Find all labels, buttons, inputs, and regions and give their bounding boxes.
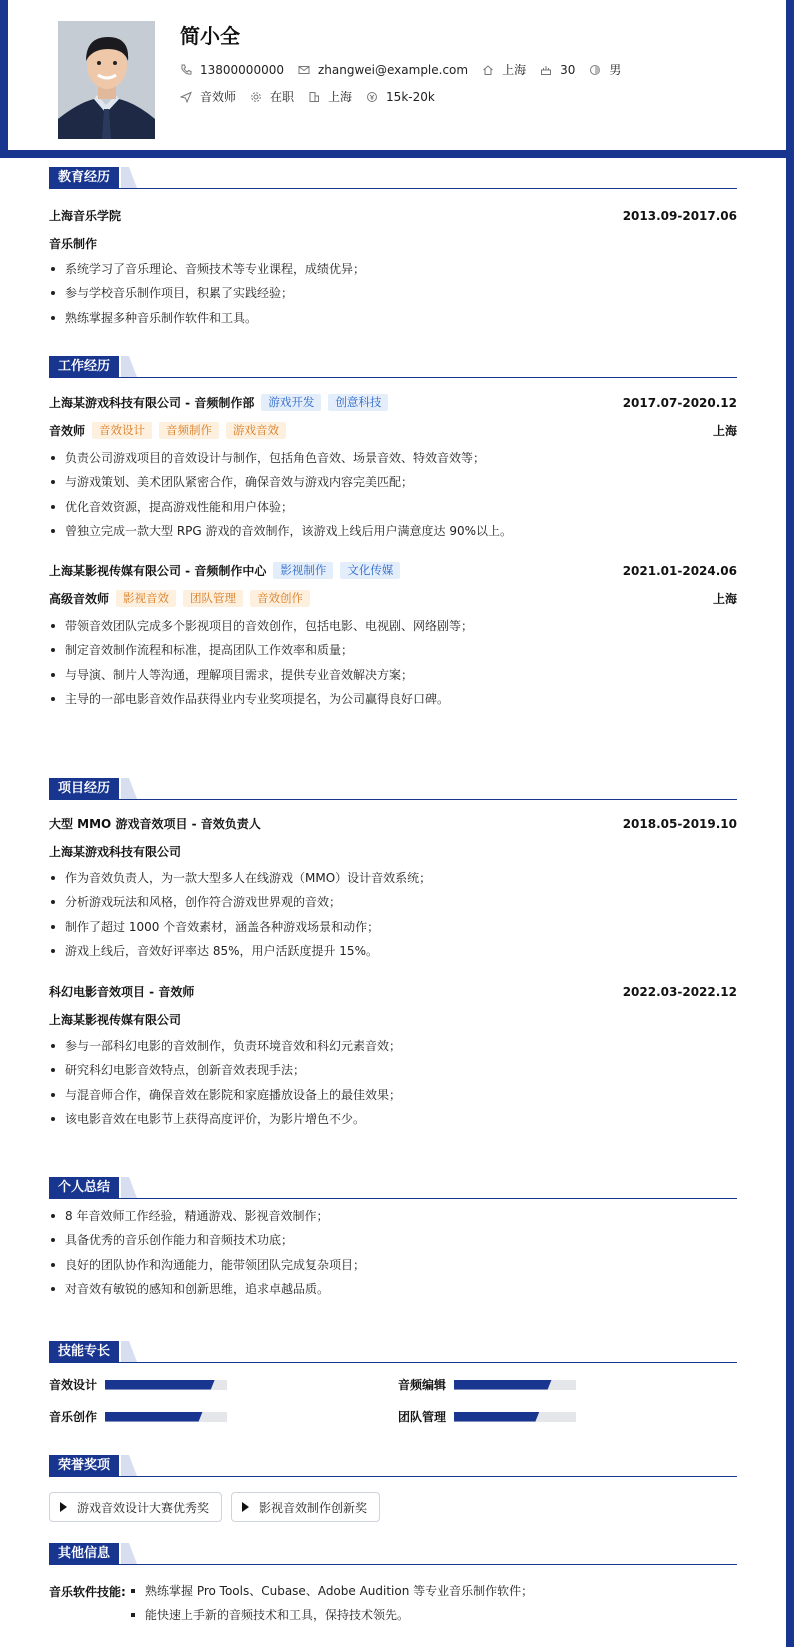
- role-tag: 游戏音效: [226, 422, 286, 439]
- list-item: 系统学习了音乐理论、音频技术等专业课程，成绩优异；: [49, 259, 737, 283]
- other-bullets: [129, 1581, 533, 1629]
- skill-bar-fill: [105, 1412, 203, 1422]
- list-item: 该电影音效在电影节上获得高度评价，为影片增色不少。: [49, 1109, 737, 1133]
- list-item: 带领音效团队完成多个影视项目的音效创作，包括电影、电视剧、网络剧等；: [49, 616, 737, 640]
- education-major-row: [49, 235, 737, 252]
- salary-item: [366, 90, 435, 104]
- section-title: 荣誉奖项: [49, 1455, 119, 1476]
- skill-name: 音效设计: [49, 1378, 98, 1392]
- list-item: 8 年音效师工作经验，精通游戏、影视音效制作；: [49, 1206, 737, 1230]
- projects-section: [49, 778, 737, 1127]
- job-date: 2017.07-2020.12: [622, 395, 737, 410]
- project-org: 上海某游戏科技有限公司: [49, 845, 182, 859]
- target-city-text: 上海: [328, 90, 353, 104]
- section-title-tail: [121, 167, 137, 188]
- award-label: 影视音效制作创新奖: [259, 1500, 368, 1515]
- list-item: 熟练掌握 Pro Tools、Cubase、Adobe Audition 等专业音乐制作软件；: [129, 1581, 533, 1605]
- award-item: [231, 1492, 380, 1522]
- phone-icon: [180, 64, 192, 76]
- section-title: 个人总结: [49, 1177, 119, 1198]
- list-item: 良好的团队协作和沟通能力，能带领团队完成复杂项目；: [49, 1255, 737, 1279]
- age-item: [540, 63, 575, 77]
- gender-icon: [589, 64, 601, 76]
- other-label: 音乐软件技能:: [49, 1585, 126, 1599]
- project-1-org-row: [49, 843, 737, 860]
- job-text: 音效师: [200, 90, 237, 104]
- company-name: 上海某游戏科技有限公司 - 音频制作部: [49, 396, 255, 410]
- home-icon: [482, 64, 494, 76]
- project-date: 2022.03-2022.12: [622, 984, 737, 999]
- section-header: [49, 356, 737, 378]
- section-title-tail: [121, 356, 137, 377]
- education-header-row: [49, 207, 737, 224]
- list-item: 与游戏策划、美术团队紧密合作，确保音效与游戏内容完美匹配；: [49, 472, 737, 496]
- skill-bar-fill: [454, 1380, 552, 1390]
- project-name: 大型 MMO 游戏音效项目 - 音效负责人: [49, 817, 261, 831]
- email-item: [298, 63, 468, 77]
- skill-bar: [105, 1380, 227, 1390]
- role-tag: 音效设计: [92, 422, 152, 439]
- contact-row: [180, 61, 635, 78]
- job-role: 高级音效师: [49, 592, 110, 606]
- city-text: 上海: [502, 63, 527, 77]
- skills-section: [49, 1341, 737, 1424]
- building-icon: [308, 91, 320, 103]
- project-name: 科幻电影音效项目 - 音效师: [49, 985, 195, 999]
- section-title-tail: [121, 1455, 137, 1476]
- section-header: [49, 1455, 737, 1477]
- play-icon: [60, 1502, 67, 1512]
- profile-photo: [58, 21, 155, 139]
- list-item: 制定音效制作流程和标准，提高团队工作效率和质量；: [49, 640, 737, 664]
- skill-item: [49, 1376, 227, 1393]
- section-header: [49, 1177, 737, 1199]
- job-intent-row: [180, 88, 449, 105]
- target-city-item: [308, 88, 352, 105]
- cake-icon: [540, 64, 552, 76]
- list-item: 曾独立完成一款大型 RPG 游戏的音效制作，该游戏上线后用户满意度达 90%以上。: [49, 521, 737, 545]
- skill-name: 团队管理: [398, 1410, 447, 1424]
- status-item: [250, 88, 294, 105]
- project-1-bullets: [49, 868, 737, 966]
- company-tag: 文化传媒: [340, 562, 400, 579]
- work-section: [49, 356, 737, 707]
- list-item: 负责公司游戏项目的音效设计与制作，包括角色音效、场景音效、特效音效等；: [49, 448, 737, 472]
- project-org: 上海某影视传媒有限公司: [49, 1013, 182, 1027]
- list-item: 参与一部科幻电影的音效制作，负责环境音效和科幻元素音效；: [49, 1036, 737, 1060]
- frame-left-border: [0, 0, 8, 158]
- city-item: [482, 61, 526, 78]
- role-tag: 团队管理: [183, 590, 243, 607]
- award-label: 游戏音效设计大赛优秀奖: [77, 1500, 210, 1515]
- section-title-tail: [121, 1177, 137, 1198]
- job-1-bullets: [49, 448, 737, 546]
- list-item: 游戏上线后，音效好评率达 85%，用户活跃度提升 15%。: [49, 941, 737, 965]
- candidate-name: 简小全: [180, 24, 240, 48]
- frame-right-border: [786, 0, 794, 1647]
- section-title-tail: [121, 778, 137, 799]
- project-date: 2018.05-2019.10: [622, 816, 737, 831]
- job-2-header-row: [49, 562, 737, 579]
- company-tag: 创意科技: [328, 394, 388, 411]
- company-tag: 影视制作: [273, 562, 333, 579]
- list-item: 熟练掌握多种音乐制作软件和工具。: [49, 308, 737, 332]
- job-2-role-row: [49, 590, 737, 607]
- salary-text: 15k-20k: [386, 89, 435, 104]
- avatar-illustration: [58, 21, 155, 139]
- section-title-tail: [121, 1341, 137, 1362]
- list-item: 主导的一部电影音效作品获得业内专业奖项提名，为公司赢得良好口碑。: [49, 689, 737, 713]
- education-bullets: [49, 259, 737, 332]
- project-1-header-row: [49, 815, 737, 832]
- major-name: 音乐制作: [49, 237, 98, 251]
- section-title: 其他信息: [49, 1543, 119, 1564]
- phone-text: 13800000000: [200, 62, 284, 77]
- section-header: [49, 1543, 737, 1565]
- email-icon: [298, 64, 310, 76]
- list-item: 研究科幻电影音效特点，创新音效表现手法；: [49, 1060, 737, 1084]
- age-text: 30: [560, 62, 576, 77]
- play-icon: [242, 1502, 249, 1512]
- money-icon: [366, 91, 378, 103]
- award-item: [49, 1492, 222, 1522]
- project-2-org-row: [49, 1011, 737, 1028]
- job-1-role-row: [49, 422, 737, 439]
- gender-item: [589, 61, 621, 78]
- other-section: [49, 1543, 737, 1622]
- job-1-header-row: [49, 394, 737, 411]
- skill-item: [398, 1376, 576, 1393]
- resume-header: [8, 0, 786, 150]
- section-header: [49, 1341, 737, 1363]
- section-title-tail: [121, 1543, 137, 1564]
- education-date: 2013.09-2017.06: [622, 208, 737, 223]
- list-item: 制作了超过 1000 个音效素材，涵盖各种游戏场景和动作；: [49, 917, 737, 941]
- project-2-header-row: [49, 983, 737, 1000]
- section-title: 教育经历: [49, 167, 119, 188]
- job-item: [180, 88, 236, 105]
- section-title: 技能专长: [49, 1341, 119, 1362]
- job-location: 上海: [712, 424, 737, 438]
- skill-bar: [105, 1412, 227, 1422]
- awards-section: [49, 1455, 737, 1515]
- skill-name: 音乐创作: [49, 1410, 98, 1424]
- section-title: 工作经历: [49, 356, 119, 377]
- job-2-bullets: [49, 616, 737, 714]
- company-tag: 游戏开发: [261, 394, 321, 411]
- job-role: 音效师: [49, 424, 86, 438]
- education-section: [49, 167, 737, 325]
- section-title: 项目经历: [49, 778, 119, 799]
- list-item: 与混音师合作，确保音效在影院和家庭播放设备上的最佳效果；: [49, 1085, 737, 1109]
- skill-bar-fill: [105, 1380, 215, 1390]
- status-text: 在职: [270, 90, 295, 104]
- list-item: 具备优秀的音乐创作能力和音频技术功底；: [49, 1230, 737, 1254]
- list-item: 参与学校音乐制作项目，积累了实践经验；: [49, 283, 737, 307]
- list-item: 与导演、制片人等沟通，理解项目需求，提供专业音效解决方案；: [49, 665, 737, 689]
- role-tag: 音频制作: [159, 422, 219, 439]
- job-date: 2021.01-2024.06: [622, 563, 737, 578]
- list-item: 对音效有敏锐的感知和创新思维，追求卓越品质。: [49, 1279, 737, 1303]
- list-item: 优化音效资源，提高游戏性能和用户体验；: [49, 497, 737, 521]
- skill-item: [49, 1408, 227, 1425]
- gender-text: 男: [609, 63, 622, 77]
- project-2-bullets: [49, 1036, 737, 1134]
- section-header: [49, 778, 737, 800]
- gear-icon: [250, 91, 262, 103]
- skill-bar: [454, 1380, 576, 1390]
- summary-section: [49, 1177, 737, 1297]
- school-name: 上海音乐学院: [49, 209, 122, 223]
- skill-bar-fill: [454, 1412, 539, 1422]
- role-tag: 音效创作: [250, 590, 310, 607]
- section-header: [49, 167, 737, 189]
- role-tag: 影视音效: [116, 590, 176, 607]
- skill-item: [398, 1408, 576, 1425]
- header-bottom-border: [0, 150, 794, 158]
- email-text: zhangwei@example.com: [317, 62, 469, 77]
- job-location: 上海: [712, 592, 737, 606]
- skill-bar: [454, 1412, 576, 1422]
- phone-item: [180, 63, 284, 77]
- skill-name: 音频编辑: [398, 1378, 447, 1392]
- company-name: 上海某影视传媒有限公司 - 音频制作中心: [49, 564, 267, 578]
- list-item: 分析游戏玩法和风格，创作符合游戏世界观的音效；: [49, 892, 737, 916]
- list-item: 作为音效负责人，为一款大型多人在线游戏（MMO）设计音效系统；: [49, 868, 737, 892]
- summary-bullets: [49, 1206, 737, 1304]
- send-icon: [180, 91, 192, 103]
- list-item: 能快速上手新的音频技术和工具，保持技术领先。: [129, 1605, 533, 1629]
